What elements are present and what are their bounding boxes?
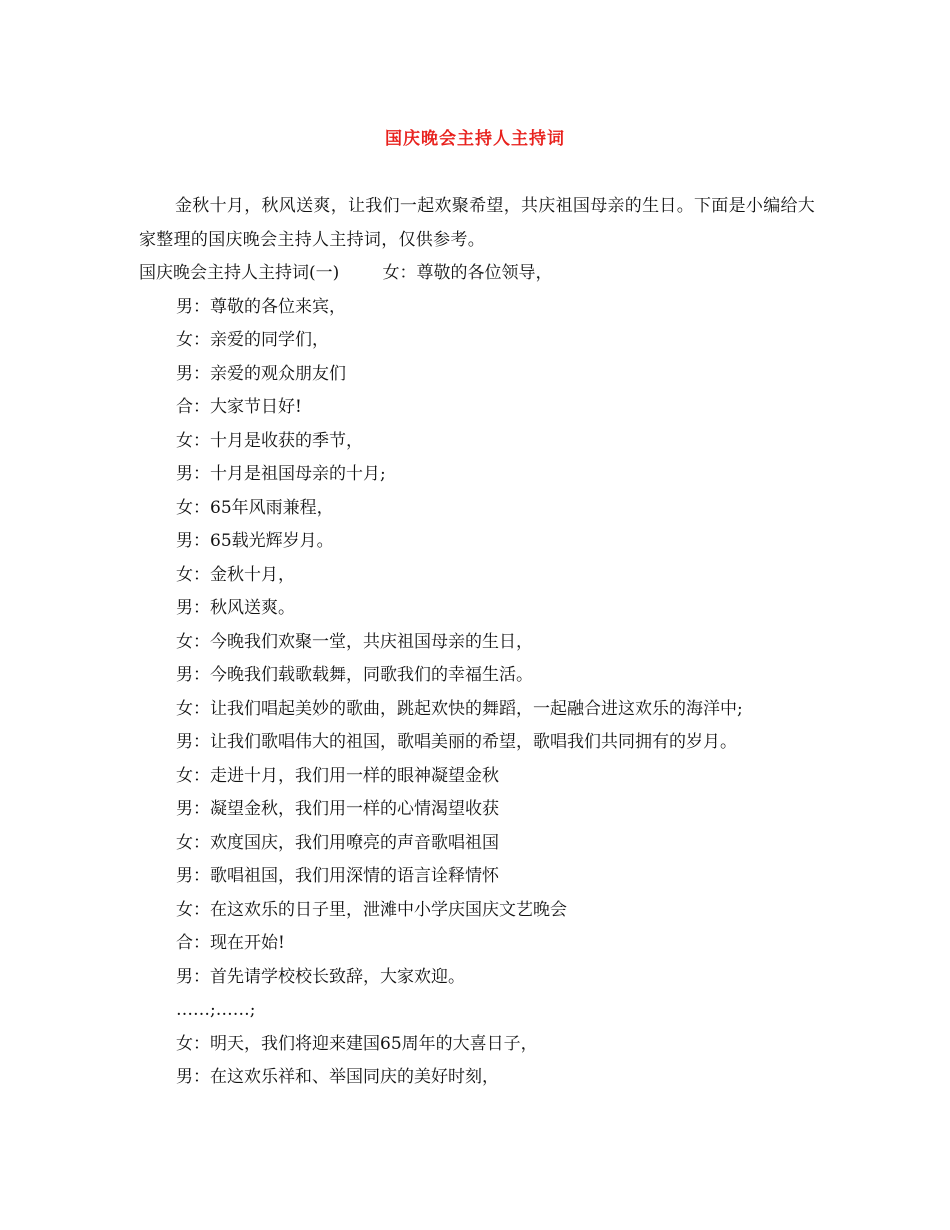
document-body (139, 190, 819, 1095)
script-line: 男：今晚我们载歌载舞，同歌我们的幸福生活。 (176, 665, 533, 685)
script-line: 男：秋风送爽。 (176, 598, 295, 618)
script-line: 男：凝望金秋，我们用一样的心情渴望收获 (176, 799, 499, 819)
section-heading: 国庆晚会主持人主持词(一) (139, 263, 340, 283)
script-line: 合：现在开始! (176, 933, 285, 953)
script-line: 男：尊敬的各位来宾， (176, 296, 346, 317)
script-line: 女：欢度国庆，我们用嘹亮的声音歌唱祖国 (176, 832, 499, 853)
section-heading-line (139, 257, 819, 291)
first-script-line: 女：尊敬的各位领导， (382, 263, 553, 283)
script-line: 男：首先请学校校长致辞，大家欢迎。 (176, 966, 465, 987)
script-line: 女：让我们唱起美妙的歌曲，跳起欢快的舞蹈，一起融合进这欢乐的海洋中; (176, 698, 743, 719)
script-line: 男：65载光辉岁月。 (176, 531, 334, 551)
script-line: 女：65年风雨兼程， (176, 497, 334, 518)
script-line: 女：今晚我们欢聚一堂，共庆祖国母亲的生日， (176, 631, 533, 652)
script-line: 合：大家节日好! (176, 397, 302, 417)
script-line: 男：歌唱祖国，我们用深情的语言诠释情怀 (176, 866, 499, 886)
script-line: ……;……; (176, 1000, 256, 1020)
script-line: 男：让我们歌唱伟大的祖国，歌唱美丽的希望，歌唱我们共同拥有的岁月。 (176, 732, 737, 752)
script-line: 女：明天，我们将迎来建国65周年的大喜日子， (176, 1033, 538, 1054)
script-line: 女：十月是收获的季节， (176, 430, 363, 451)
script-line: 男：亲爱的观众朋友们 (176, 363, 346, 384)
document-title: 国庆晚会主持人主持词 (385, 129, 565, 149)
script-line: 男：十月是祖国母亲的十月; (176, 464, 386, 484)
intro-paragraph: 金秋十月，秋风送爽，让我们一起欢聚希望，共庆祖国母亲的生日。下面是小编给大家整理的国庆晚会主持人主持词，仅供参考。 (139, 196, 816, 250)
script-lines (139, 291, 819, 1095)
script-line: 男：在这欢乐祥和、举国同庆的美好时刻， (176, 1067, 499, 1087)
script-line: 女：亲爱的同学们， (176, 330, 329, 350)
script-line: 女：金秋十月， (176, 564, 295, 585)
script-line: 女：在这欢乐的日子里，泄滩中小学庆国庆文艺晚会 (176, 899, 567, 920)
script-line: 女：走进十月，我们用一样的眼神凝望金秋 (176, 765, 499, 786)
